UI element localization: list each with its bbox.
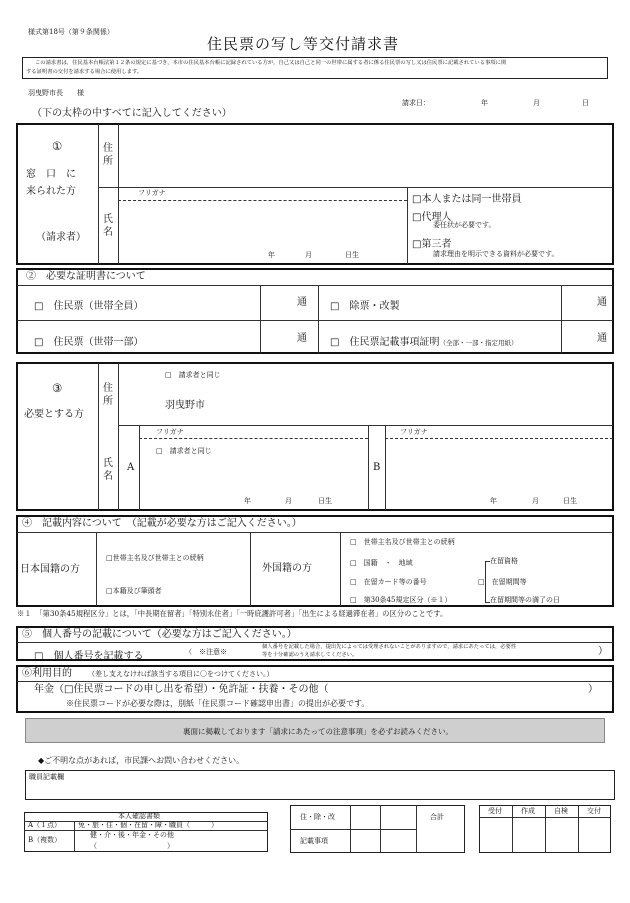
fr-opt-nationality[interactable]: □ 国籍 ・ 地域 bbox=[350, 558, 413, 568]
subject-a-birth-day: 日生 bbox=[318, 497, 332, 505]
subject-a-birth-year: 年 bbox=[244, 497, 251, 505]
fr-opt-status: 在留資格 bbox=[490, 557, 518, 565]
cert-unit: 通 bbox=[597, 333, 607, 344]
section6-title-note: （差し支えなければ該当する項目に〇をつけてください。） bbox=[88, 670, 274, 678]
checkbox-icon bbox=[106, 554, 113, 562]
subject-b-label: B bbox=[373, 462, 381, 473]
mynumber-note-line2: 等を十分確認のうえ請求してください。 bbox=[262, 652, 358, 658]
mynumber-note-label: （ ※注意※ bbox=[185, 648, 227, 656]
office-row1: 住・除・改 bbox=[300, 813, 335, 821]
subject-city: 羽曳野市 bbox=[165, 400, 205, 411]
checkbox-icon bbox=[106, 587, 113, 595]
stamp-issue: 交付 bbox=[587, 807, 601, 815]
subject-address-field[interactable] bbox=[220, 392, 608, 420]
purpose-line[interactable]: 年金（□住民票コードの申し出を希望）・免許証・扶養・その他（ bbox=[34, 684, 329, 695]
third-party-note: 請求理由を明示できる資料が必要です。 bbox=[433, 250, 559, 258]
subject-address-same[interactable]: □ 請求者と同じ bbox=[165, 370, 221, 380]
stamp-check: 自検 bbox=[554, 807, 568, 815]
verify-title: 本人確認書類 bbox=[118, 812, 160, 820]
checkbox-icon bbox=[34, 301, 43, 312]
subject-b-birth-year: 年 bbox=[490, 497, 497, 505]
request-date-month: 月 bbox=[533, 99, 540, 107]
jp-opt-household-head[interactable]: □ 世帯主名及び世帯主との続柄 bbox=[106, 553, 204, 563]
japanese-label: 日本国籍の方 bbox=[20, 564, 80, 575]
addressee: 羽曳野市長 様 bbox=[28, 89, 84, 97]
mynumber-close: ） bbox=[598, 646, 608, 657]
fr-opt-card-number[interactable]: □ 在留カード等の番号 bbox=[350, 577, 427, 587]
checkbox-icon bbox=[165, 371, 172, 379]
notice-banner bbox=[25, 718, 605, 743]
checkbox-icon bbox=[350, 538, 357, 546]
section2-title: ② 必要な証明書について bbox=[26, 271, 146, 282]
form-number: 様式第18号（第９条関係） bbox=[28, 28, 114, 36]
purpose-note: ※住民票コードが必要な際は，別紙「住民票コード確認申出書」の提出が必要です。 bbox=[66, 699, 370, 708]
requester-type-proxy[interactable]: □ 代理人 bbox=[412, 208, 451, 223]
intro-note-line1: この請求書は，住民基本台帳法第１２条の規定に基づき，本市の住民基本台帳に記録されている方が，自己又は自己と同一の世帯に属する者に係る住民票の写し又は住民票に記載されている事項に関 bbox=[35, 60, 507, 66]
checkbox-icon bbox=[34, 651, 43, 662]
notice-text: 裏面に掲載しております「請求にあたっての注意事項」を必ずお読みください。 bbox=[183, 727, 453, 736]
subject-b-furigana: フリガナ bbox=[400, 428, 428, 436]
cert-juminhyo-part[interactable]: □ 住民票（世帯一部） bbox=[34, 333, 143, 348]
requester-address-field[interactable] bbox=[120, 126, 610, 184]
checkbox-icon bbox=[330, 301, 339, 312]
intro-note-box bbox=[22, 57, 608, 79]
verify-a-text: 免・旅・住・個・在留・障・職員（ ） bbox=[78, 821, 218, 829]
section1-number: ① bbox=[52, 139, 63, 153]
subject-b-name-field[interactable] bbox=[388, 442, 610, 492]
subject-a-birth-month: 月 bbox=[285, 497, 292, 505]
checkbox-icon bbox=[478, 578, 485, 586]
requester-type-self[interactable]: □ 本人または同一世帯員 bbox=[412, 190, 521, 205]
cert-unit: 通 bbox=[297, 297, 307, 308]
intro-note-line2: する証明書の交付を請求する場合に使用します。 bbox=[26, 69, 143, 75]
section1-birth-year: 年 bbox=[268, 251, 275, 259]
section4-footnote: ※１ 「第30条45規程区分」とは，「中長期在留者」「特別永住者」「一時庇護許可者」「出生による経過滞在者」の区分のことです。 bbox=[17, 609, 448, 618]
section1-birth-day: 日生 bbox=[345, 251, 359, 259]
subject-a-label: A bbox=[127, 462, 135, 473]
purpose-close: ） bbox=[588, 684, 598, 695]
cert-record-proof[interactable]: □ 住民票記載事項証明（全部・一部・指定用紙） bbox=[330, 333, 517, 348]
verify-a-label: A（１点） bbox=[28, 821, 62, 829]
cert-juminhyo-all[interactable]: □ 住民票（世帯全員） bbox=[34, 297, 143, 312]
verify-b-text1: 健・介・後・年金・その他 bbox=[90, 831, 174, 839]
section1-furigana: フリガナ bbox=[138, 189, 166, 197]
cert-unit: 通 bbox=[297, 333, 307, 344]
section1-name-label: 氏名 bbox=[103, 214, 113, 238]
fr-opt-expiry: 在留期間等の満了の日 bbox=[490, 596, 560, 604]
jp-opt-domicile[interactable]: □ 本籍及び筆頭者 bbox=[106, 586, 162, 596]
request-date-label: 請求日： bbox=[402, 99, 430, 107]
section3-label: 必要とする方 bbox=[24, 409, 84, 420]
section1-label-c: （請求者） bbox=[36, 232, 86, 243]
office-row2: 記載事項 bbox=[300, 837, 328, 845]
subject-b-birth-month: 月 bbox=[532, 497, 539, 505]
subject-name-same[interactable]: □ 請求者と同じ bbox=[156, 446, 212, 456]
mynumber-option[interactable]: □ 個人番号を記載する bbox=[34, 647, 143, 662]
checkbox-icon bbox=[350, 596, 357, 604]
proxy-note: 委任状が必要です。 bbox=[433, 221, 496, 229]
subject-a-name-field[interactable] bbox=[142, 460, 364, 492]
foreign-label: 外国籍の方 bbox=[262, 563, 312, 574]
section1-label-b: 来られた方 bbox=[26, 186, 76, 197]
section1-label-a: 窓 口 に bbox=[26, 169, 76, 180]
request-date-day: 日 bbox=[582, 99, 589, 107]
stamp-reception: 受付 bbox=[488, 807, 502, 815]
contact-note: ◆ご不明な点があれば，市民課へお問い合わせください。 bbox=[38, 756, 245, 765]
checkbox-icon bbox=[156, 447, 163, 455]
staff-label: 職員記載欄 bbox=[29, 773, 64, 781]
checkbox-icon bbox=[330, 337, 339, 348]
cert-unit: 通 bbox=[597, 297, 607, 308]
requester-type-third[interactable]: □ 第三者 bbox=[412, 235, 451, 250]
stamp-creation: 作成 bbox=[521, 807, 535, 815]
subject-a-furigana: フリガナ bbox=[156, 428, 184, 436]
requester-name-field[interactable] bbox=[120, 202, 405, 247]
fill-instruction: （下の太枠の中すべてに記入してください） bbox=[32, 108, 232, 119]
office-total: 合計 bbox=[430, 813, 444, 821]
cert-removal[interactable]: □ 除票・改製 bbox=[330, 297, 399, 312]
request-date-year: 年 bbox=[481, 99, 488, 107]
section1-birth-month: 月 bbox=[305, 251, 312, 259]
page-title: 住民票の写し等交付請求書 bbox=[207, 35, 400, 53]
checkbox-icon bbox=[350, 559, 357, 567]
section3-number: ③ bbox=[52, 381, 63, 395]
subject-b-birth-day: 日生 bbox=[563, 497, 577, 505]
fr-opt-category[interactable]: □ 第30条45規定区分（※１） bbox=[350, 595, 451, 605]
checkbox-icon bbox=[34, 337, 43, 348]
verify-b-label: B（複数） bbox=[28, 836, 62, 844]
section6-title: ⑥利用目的 bbox=[22, 668, 72, 679]
fr-opt-household-head[interactable]: □ 世帯主名及び世帯主との続柄 bbox=[350, 537, 455, 547]
verify-b-text2: （ ） bbox=[90, 842, 174, 850]
mynumber-note-line1: 個人番号を記載した場合，提出先によっては受理されないことがありますので，請求にあたっては，必要性 bbox=[262, 644, 517, 650]
section1-address-label: 住所 bbox=[103, 143, 113, 167]
section5-title: ⑤ 個人番号の記載について（必要な方はご記入ください。） bbox=[22, 629, 297, 640]
checkbox-icon bbox=[350, 578, 357, 586]
section3-address-label: 住所 bbox=[103, 383, 113, 407]
staff-box bbox=[25, 770, 615, 800]
fr-opt-period[interactable]: □ 在留期間等 bbox=[478, 577, 527, 587]
section3-name-label: 氏名 bbox=[103, 458, 113, 482]
section4-title: ④ 記載内容について （記載が必要な方はご記入ください。） bbox=[22, 518, 302, 529]
